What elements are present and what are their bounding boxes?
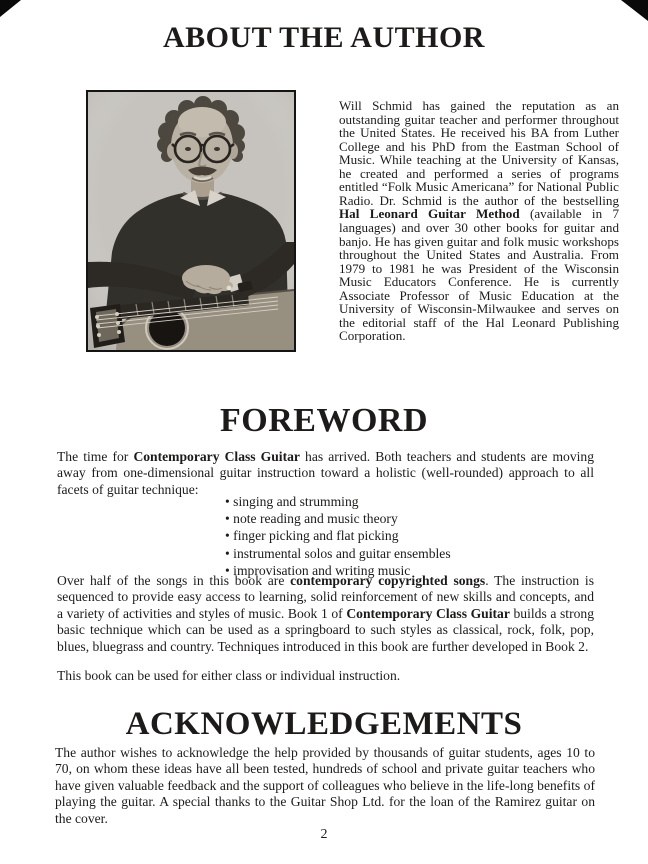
about-the-author-title: ABOUT THE AUTHOR xyxy=(163,21,485,54)
foreword-title: FOREWORD xyxy=(220,402,428,439)
page-number: 2 xyxy=(320,827,328,842)
foreword-bullet-item: • improvisation and writing music xyxy=(225,562,451,579)
acknowledgements-paragraph: The author wishes to acknowledge the help provided by thousands of guitar students, ages 10 to 70, on whom these ideas have all been tested, hundreds of school and private guitar teachers who have given valuable feedback and the support of colleagues who believe in the life-long benefits of playing the guitar. A special thanks to the Guitar Shop Ltd. for the loan of the Ramirez guitar on the cover. xyxy=(55,745,595,826)
author-photo xyxy=(86,90,296,352)
foreword-bullet-item: • singing and strumming xyxy=(225,493,451,510)
about-author-paragraph: Will Schmid has gained the reputation as an outstanding guitar teacher and performer throughout the United States. He received his BA from Luther College and his PhD from the Eastman School of Music. While teaching at the University of Kansas, he created and performed a series of programs entitled “Folk Music Americana” for National Public Radio. Dr. Schmid is the author of the bestselling Hal Leonard Guitar Method (available in 7 languages) and over 30 other books for guitar and banjo. He has given guitar and folk music workshops throughout the United States and Australia. From 1979 to 1981 he was President of the Wisconsin Music Educators Conference. He is currently Associate Professor of Music Education at the University of Wisconsin-Milwaukee and serves on the editorial staff of the Hal Leonard Publishing Corporation. xyxy=(339,98,620,344)
scan-corner-artifact-right xyxy=(621,0,648,21)
foreword-paragraph-2: Over half of the songs in this book are contemporary copyrighted songs. The instruction is sequenced to provide easy access to learning, solid reinforcement of new skills and concepts, and a variety of activities and styles of music. Book 1 of Contemporary Class Guitar builds a strong basic technique which can be used as a springboard to such styles as classical, rock, folk, pop, blues, bluegrass and country. Techniques introduced in this book are further developed in Book 2. xyxy=(57,573,594,654)
acknowledgements-title: ACKNOWLEDGEMENTS xyxy=(125,706,523,742)
foreword-bullet-item: • finger picking and flat picking xyxy=(225,527,451,544)
author-photo-illustration xyxy=(88,92,294,350)
foreword-paragraph-1: The time for Contemporary Class Guitar has arrived. Both teachers and students are moving away from one-dimensional guitar instruction toward a holistic (well-rounded) approach to all facets of guitar technique: xyxy=(57,449,594,497)
foreword-paragraph-3: This book can be used for either class or individual instruction. xyxy=(57,668,401,683)
foreword-bullet-item: • note reading and music theory xyxy=(225,510,451,527)
scan-corner-artifact-left xyxy=(0,0,21,17)
foreword-bullet-item: • instrumental solos and guitar ensembles xyxy=(225,545,451,562)
guitar-technique-list xyxy=(225,493,451,579)
